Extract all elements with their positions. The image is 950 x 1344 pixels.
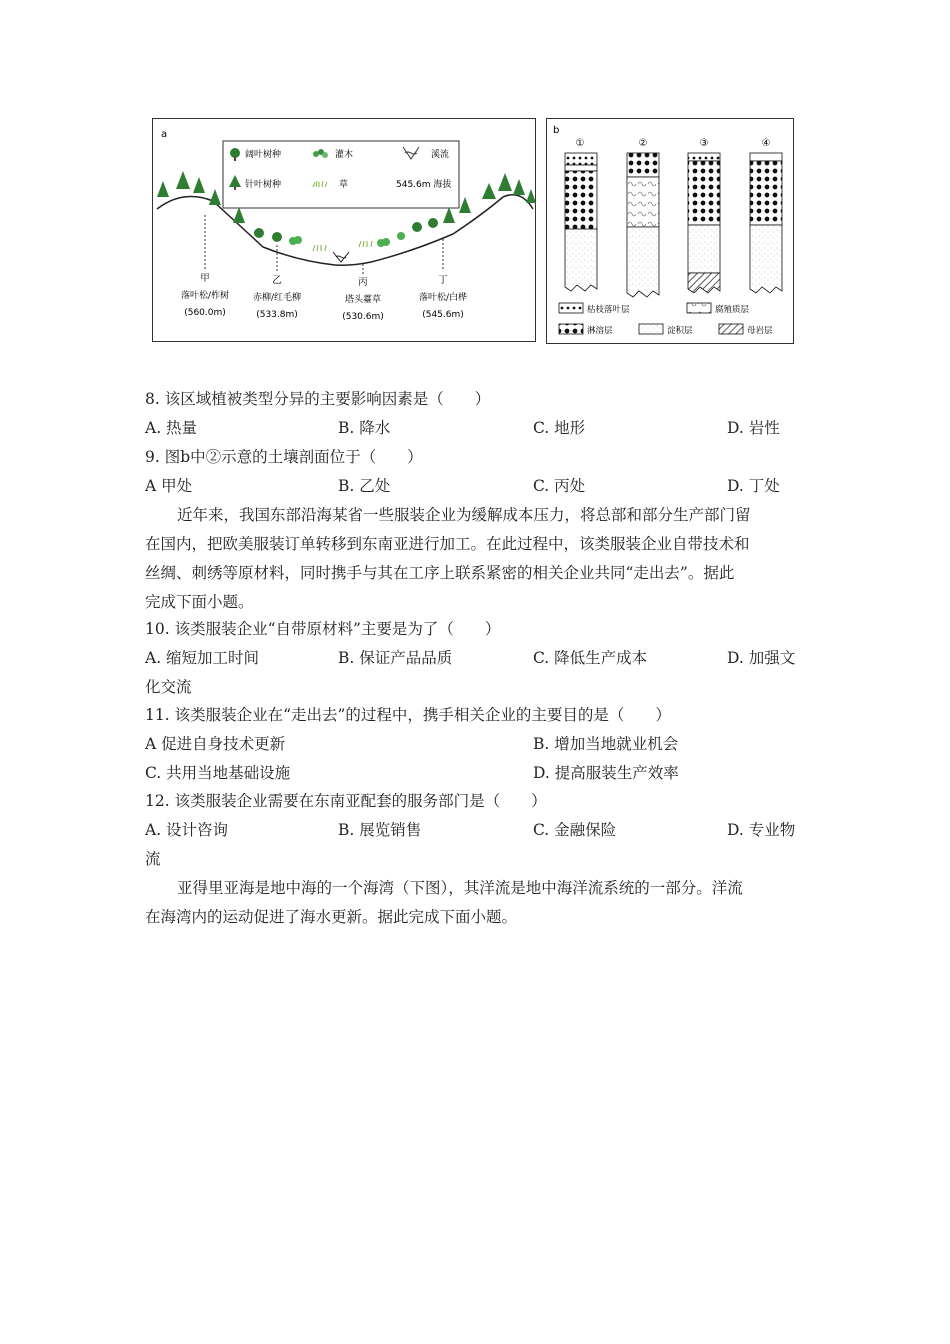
- question-10-option-d[interactable]: D. 加强文: [727, 649, 796, 667]
- site-jia-name: 甲: [200, 273, 210, 284]
- question-12-option-b[interactable]: B. 展览销售: [338, 821, 422, 839]
- soil-column-4: [750, 153, 782, 293]
- legend-shrub-label: 灌木: [335, 150, 354, 160]
- question-10-option-c[interactable]: C. 降低生产成本: [533, 649, 648, 667]
- legend-conifer-label: 针叶树种: [245, 180, 282, 190]
- question-11-option-a[interactable]: A 促进自身技术更新: [145, 735, 286, 753]
- broadleaf-tree-icon: [254, 218, 438, 242]
- grass-icon: [313, 241, 372, 251]
- shrub-legend-icon: [313, 149, 328, 158]
- terrain-line: [157, 195, 533, 265]
- vegetation-profile-diagram: [153, 119, 537, 343]
- passage-2-line-1: 亚得里亚海是地中海的一个海湾（下图），其洋流是地中海洋流系统的一部分。洋流: [177, 879, 743, 897]
- question-11-option-b[interactable]: B. 增加当地就业机会: [533, 735, 679, 753]
- question-12-option-d[interactable]: D. 专业物: [727, 821, 796, 839]
- deposit-legend-icon: [639, 324, 663, 334]
- figure-a: [152, 118, 536, 342]
- question-10-option-d-wrap: 化交流: [145, 678, 192, 696]
- column-4-label: ④: [761, 138, 771, 149]
- site-yi-vegetation: 赤柳/红毛柳: [252, 293, 302, 303]
- question-9-option-a[interactable]: A 甲处: [145, 477, 193, 495]
- legend-parent-label: 母岩层: [747, 326, 773, 336]
- shrub-icon: [289, 232, 405, 247]
- legend-broadleaf-label: 阔叶树种: [245, 150, 282, 160]
- question-12-option-d-wrap: 流: [145, 850, 161, 868]
- question-9-option-d[interactable]: D. 丁处: [727, 477, 780, 495]
- stream-channel-icon: [333, 252, 349, 262]
- question-11-stem: 11. 该类服装企业在“走出去”的过程中，携手相关企业的主要目的是（ ）: [145, 706, 671, 724]
- column-3-label: ③: [699, 138, 709, 149]
- figure-b-label: b: [553, 125, 560, 136]
- passage-1-line-1: 近年来，我国东部沿海某省一些服装企业为缓解成本压力，将总部和部分生产部门留: [177, 506, 751, 524]
- litter-legend-icon: [559, 303, 583, 313]
- question-8-option-c[interactable]: C. 地形: [533, 419, 586, 437]
- question-10-stem: 10. 该类服装企业“自带原材料”主要是为了（ ）: [145, 620, 501, 638]
- soil-column-1: [565, 153, 597, 291]
- question-9-option-b[interactable]: B. 乙处: [338, 477, 391, 495]
- grass-legend-icon: [313, 181, 327, 187]
- legend-humus-label: 腐殖质层: [715, 305, 750, 315]
- question-9-option-c[interactable]: C. 丙处: [533, 477, 586, 495]
- column-2-label: ②: [638, 138, 648, 149]
- site-marker-lines: [205, 215, 443, 275]
- passage-2-line-2: 在海湾内的运动促进了海水更新。据此完成下面小题。: [145, 908, 518, 926]
- figure-a-label: a: [161, 129, 168, 140]
- legend-deposit-label: 淀积层: [667, 326, 693, 336]
- legend-stream-label: 溪流: [431, 150, 450, 160]
- site-bing-vegetation: 塔头薹草: [344, 295, 382, 305]
- column-1-label: ①: [575, 138, 585, 149]
- parent-rock-legend-icon: [719, 324, 743, 334]
- site-ding-elevation: (545.6m): [422, 310, 464, 320]
- legend-grass-label: 草: [339, 180, 349, 190]
- question-8-stem: 8. 该区域植被类型分异的主要影响因素是（ ）: [145, 390, 491, 408]
- soil-profile-diagram: [547, 119, 795, 345]
- question-12-stem: 12. 该类服装企业需要在东南亚配套的服务部门是（ ）: [145, 792, 547, 810]
- conifer-legend-icon: [229, 175, 241, 190]
- soil-column-3: [688, 153, 720, 293]
- legend-litter-label: 枯枝落叶层: [587, 305, 630, 315]
- question-11-option-d[interactable]: D. 提高服装生产效率: [533, 764, 679, 782]
- leaching-legend-icon: [559, 324, 583, 334]
- passage-1-line-2: 在国内，把欧美服装订单转移到东南亚进行加工。在此过程中，该类服装企业自带技术和: [145, 535, 750, 553]
- question-10-option-b[interactable]: B. 保证产品品质: [338, 649, 453, 667]
- site-ding-vegetation: 落叶松/白桦: [418, 293, 468, 303]
- site-bing-elevation: (530.6m): [342, 312, 384, 322]
- broadleaf-legend-icon: [230, 148, 240, 161]
- legend-leaching-label: 淋溶层: [587, 326, 613, 336]
- question-9-stem: 9. 图b中②示意的土壤剖面位于（ ）: [145, 448, 423, 466]
- question-12-option-c[interactable]: C. 金融保险: [533, 821, 617, 839]
- site-yi-name: 乙: [272, 275, 282, 286]
- question-10-option-a[interactable]: A. 缩短加工时间: [145, 649, 260, 667]
- legend-elevation-label: 545.6m 海拔: [396, 180, 452, 190]
- figure-b: [546, 118, 794, 344]
- site-bing-name: 丙: [358, 277, 368, 288]
- passage-1-line-3: 丝绸、刺绣等原材料，同时携手与其在工序上联系紧密的相关企业共同“走出去”。据此: [145, 564, 735, 582]
- question-8-option-b[interactable]: B. 降水: [338, 419, 391, 437]
- site-yi-elevation: (533.8m): [256, 310, 298, 320]
- soil-column-2: [627, 153, 659, 297]
- site-ding-name: 丁: [438, 275, 448, 286]
- question-12-option-a[interactable]: A. 设计咨询: [145, 821, 229, 839]
- question-8-option-d[interactable]: D. 岩性: [727, 419, 780, 437]
- passage-1-line-4: 完成下面小题。: [145, 593, 254, 611]
- humus-legend-icon: [687, 303, 711, 313]
- question-8-option-a[interactable]: A. 热量: [145, 419, 198, 437]
- site-jia-vegetation: 落叶松/柞树: [180, 291, 230, 301]
- stream-legend-icon: [403, 147, 419, 159]
- question-11-option-c[interactable]: C. 共用当地基础设施: [145, 764, 291, 782]
- site-jia-elevation: (560.0m): [184, 308, 226, 318]
